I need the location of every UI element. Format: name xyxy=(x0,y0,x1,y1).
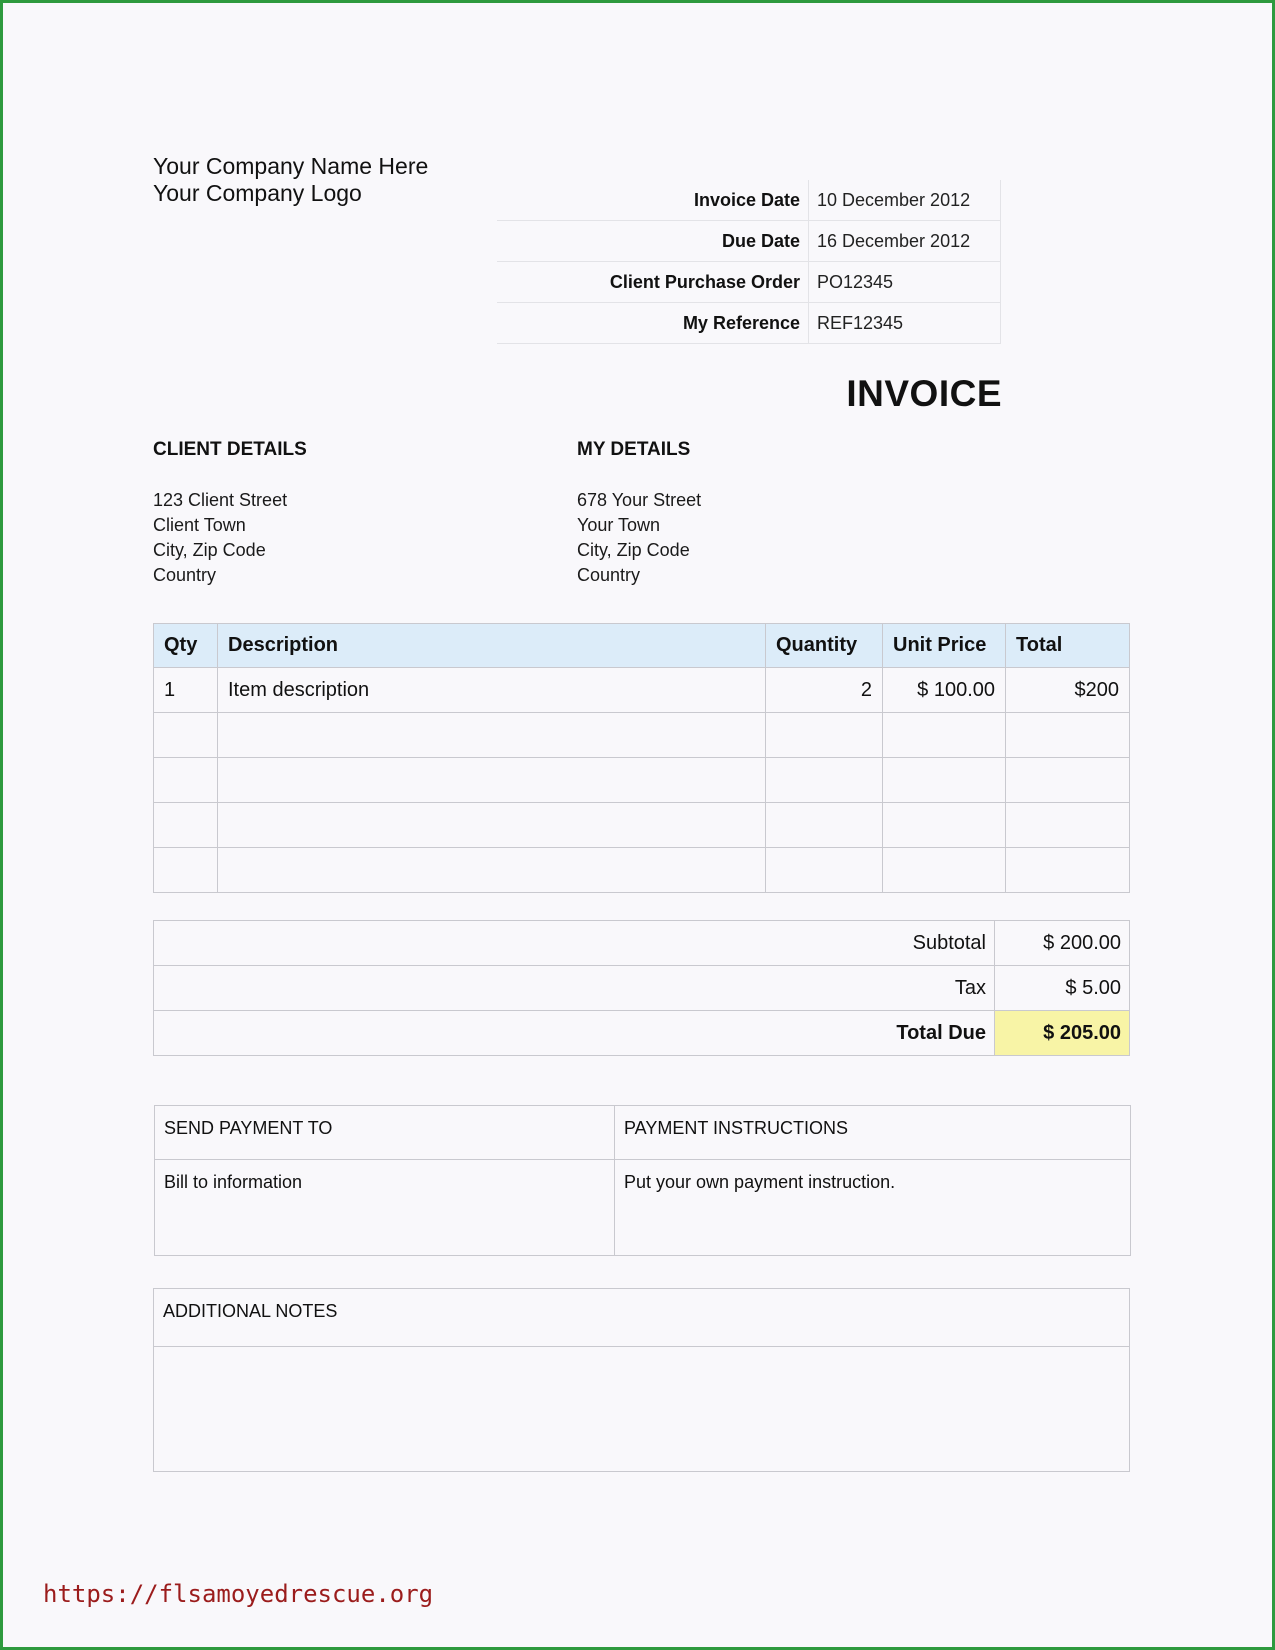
address-line: 678 Your Street xyxy=(577,490,702,510)
my-address xyxy=(577,488,701,588)
payment-body-row xyxy=(155,1160,1131,1256)
meta-value: REF12345 xyxy=(809,303,1001,344)
additional-notes-box xyxy=(153,1288,1130,1472)
address-line: Country xyxy=(577,565,641,585)
meta-label: My Reference xyxy=(497,303,809,344)
table-row-empty xyxy=(154,758,1130,803)
meta-row-purchase-order xyxy=(497,262,1001,303)
table-row-empty xyxy=(154,713,1130,758)
send-payment-body: Bill to information xyxy=(155,1160,615,1256)
address-line: Your Town xyxy=(577,515,661,535)
company-block xyxy=(153,153,428,207)
table-row xyxy=(154,668,1130,713)
col-unit-price: Unit Price xyxy=(883,624,1006,668)
total-due-value: $ 205.00 xyxy=(995,1011,1130,1056)
cell-quantity: 2 xyxy=(766,668,883,713)
subtotal-label: Subtotal xyxy=(912,931,986,954)
meta-label: Client Purchase Order xyxy=(497,262,809,303)
payment-instructions-body: Put your own payment instruction. xyxy=(615,1160,1131,1256)
invoice-meta-table xyxy=(497,180,1001,344)
my-details-heading: MY DETAILS xyxy=(577,439,691,460)
address-line: City, Zip Code xyxy=(153,540,266,560)
meta-row-invoice-date xyxy=(497,180,1001,221)
meta-label: Due Date xyxy=(497,221,809,262)
line-items-table xyxy=(153,623,1130,893)
payment-table xyxy=(154,1105,1131,1256)
payment-header-row xyxy=(155,1106,1131,1160)
table-header-row xyxy=(154,624,1130,668)
total-due-row xyxy=(154,1011,1130,1056)
tax-row xyxy=(154,966,1130,1011)
tax-value: $ 5.00 xyxy=(995,966,1130,1011)
address-line: Client Town xyxy=(153,515,246,535)
company-name: Your Company Name Here xyxy=(153,153,429,179)
watermark-url: https://flsamoyedrescue.org xyxy=(43,1580,434,1608)
col-qty: Qty xyxy=(154,624,218,668)
send-payment-heading: SEND PAYMENT TO xyxy=(155,1106,615,1160)
meta-value: PO12345 xyxy=(809,262,1001,303)
cell-description: Item description xyxy=(218,668,766,713)
additional-notes-heading: ADDITIONAL NOTES xyxy=(154,1289,1129,1347)
address-line: City, Zip Code xyxy=(577,540,690,560)
address-line: 123 Client Street xyxy=(153,490,288,510)
client-address xyxy=(153,488,287,588)
col-description: Description xyxy=(218,624,766,668)
col-total: Total xyxy=(1006,624,1130,668)
tax-label: Tax xyxy=(154,966,995,1011)
subtotal-value: $ 200.00 xyxy=(995,921,1130,966)
table-row-empty xyxy=(154,803,1130,848)
cell-unit-price: $ 100.00 xyxy=(883,668,1006,713)
document-title: INVOICE xyxy=(846,373,1002,414)
payment-instructions-heading: PAYMENT INSTRUCTIONS xyxy=(615,1106,1131,1160)
client-details-heading: CLIENT DETAILS xyxy=(153,439,307,460)
totals-table xyxy=(153,920,1130,1056)
cell-qty: 1 xyxy=(154,668,218,713)
meta-label: Invoice Date xyxy=(693,189,800,210)
col-quantity: Quantity xyxy=(766,624,883,668)
meta-row-reference xyxy=(497,303,1001,344)
cell-total: $200 xyxy=(1006,668,1130,713)
table-row-empty xyxy=(154,848,1130,893)
meta-row-due-date xyxy=(497,221,1001,262)
meta-value: 16 December 2012 xyxy=(809,221,1001,262)
subtotal-row xyxy=(154,921,1130,966)
address-line: Country xyxy=(153,565,217,585)
meta-value: 10 December 2012 xyxy=(809,180,1001,221)
company-logo-text: Your Company Logo xyxy=(153,180,362,206)
total-due-label: Total Due xyxy=(154,1011,995,1056)
